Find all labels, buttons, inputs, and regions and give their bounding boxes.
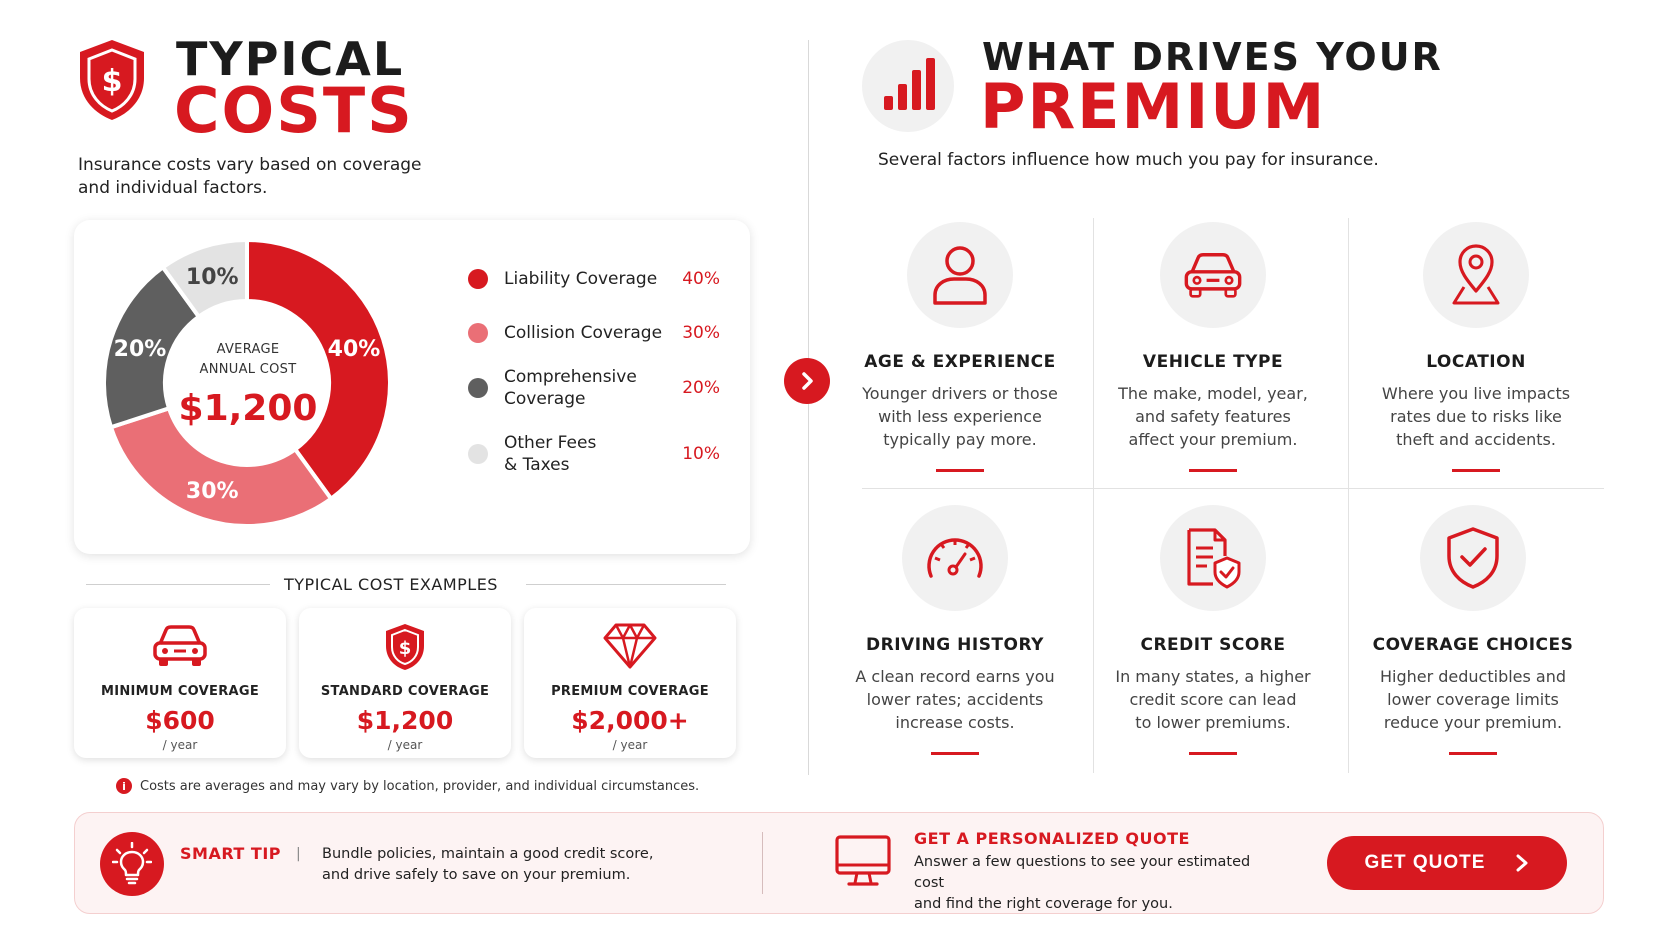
slice-percent-label: 10% — [185, 265, 239, 291]
get-quote-label: GET QUOTE — [1364, 852, 1486, 873]
slice-percent-label: 40% — [327, 337, 381, 363]
quote-text-line: Answer a few questions to see your estimated cost — [914, 854, 1251, 891]
section-divider — [808, 40, 809, 775]
factor-desc: to lower premiums. — [1135, 713, 1291, 732]
banner-divider — [762, 832, 763, 894]
premium-title: PREMIUM — [980, 70, 1327, 143]
legend-label: Collision Coverage — [504, 323, 663, 343]
factor-location — [1348, 222, 1604, 472]
legend-swatch — [468, 323, 488, 343]
factor-desc: Where you live impacts — [1381, 384, 1571, 403]
factor-desc: lower rates; accidents — [866, 690, 1044, 709]
shield-check-icon — [1445, 526, 1501, 590]
examples-title: TYPICAL COST EXAMPLES — [284, 575, 498, 594]
svg-text:$: $ — [101, 64, 123, 99]
car-icon — [1181, 249, 1245, 301]
factor-vehicle-type — [1085, 222, 1341, 472]
car-icon — [150, 622, 210, 670]
example-name: MINIMUM COVERAGE — [100, 684, 260, 699]
example-name: PREMIUM COVERAGE — [551, 684, 709, 699]
accent-bar — [1449, 752, 1497, 755]
legend-item — [468, 432, 720, 476]
factor-desc: typically pay more. — [883, 430, 1037, 449]
grid-divider — [862, 488, 1604, 489]
slice-percent-label: 20% — [113, 337, 167, 363]
premium-intro: Several factors influence how much you pay for insurance. — [878, 150, 1379, 170]
tip-text-line: Bundle policies, maintain a good credit score, — [322, 846, 654, 862]
speedometer-icon — [923, 532, 987, 584]
example-unit: / year — [387, 738, 423, 752]
factor-title: VEHICLE TYPE — [1142, 352, 1284, 372]
accent-bar — [1452, 469, 1500, 472]
legend-label: Other Fees — [504, 433, 597, 453]
shield-dollar-icon — [383, 622, 427, 672]
example-unit: / year — [612, 738, 648, 752]
tip-text-line: and drive safely to save on your premium. — [322, 867, 631, 883]
legend-swatch — [468, 378, 488, 398]
document-shield-icon — [1183, 526, 1243, 590]
legend-value: 10% — [682, 444, 720, 464]
donut-center — [163, 340, 333, 429]
tip-separator: | — [296, 846, 301, 862]
legend-item — [468, 268, 720, 290]
example-card-minimum — [74, 608, 286, 758]
legend-value: 40% — [682, 269, 720, 289]
legend-label: Comprehensive — [504, 367, 637, 387]
monitor-icon — [834, 834, 892, 890]
factor-title: LOCATION — [1426, 352, 1526, 372]
quote-title: GET A PERSONALIZED QUOTE — [914, 829, 1190, 848]
factor-desc: increase costs. — [895, 713, 1015, 732]
legend-label: Liability Coverage — [504, 269, 658, 289]
factor-desc: rates due to risks like — [1390, 407, 1562, 426]
quote-text — [914, 852, 1274, 915]
factor-desc: Higher deductibles and — [1379, 667, 1567, 686]
donut-center-label: AVERAGE ANNUAL COST — [199, 342, 297, 377]
factor-coverage-choices — [1345, 505, 1601, 755]
quote-text-line: and find the right coverage for you. — [914, 896, 1173, 912]
legend-item — [468, 366, 720, 410]
lightbulb-icon — [100, 832, 164, 896]
legend-label-line2: Coverage — [504, 389, 586, 409]
factor-desc: Younger drivers or those — [862, 384, 1058, 403]
factor-desc: and safety features — [1135, 407, 1291, 426]
donut-center-value: $1,200 — [178, 388, 318, 429]
legend-swatch — [468, 444, 488, 464]
factor-title: AGE & EXPERIENCE — [864, 352, 1056, 372]
tip-label: SMART TIP — [180, 844, 282, 863]
factor-desc: theft and accidents. — [1396, 430, 1556, 449]
example-price: $1,200 — [356, 706, 454, 735]
example-price: $2,000+ — [571, 706, 689, 735]
info-icon: i — [116, 778, 132, 794]
factor-credit-score — [1085, 505, 1341, 755]
factor-desc: lower coverage limits — [1387, 690, 1559, 709]
legend-swatch — [468, 269, 488, 289]
bar-chart-icon — [862, 40, 954, 132]
legend-label-line2: & Taxes — [504, 455, 570, 475]
factor-age-experience — [832, 222, 1088, 472]
page-title: COSTS — [174, 74, 414, 147]
factor-desc: A clean record earns you — [855, 667, 1055, 686]
factor-desc: The make, model, year, — [1118, 384, 1308, 403]
get-quote-button[interactable] — [1327, 836, 1567, 890]
example-card-premium — [524, 608, 736, 758]
diamond-icon — [602, 622, 658, 670]
accent-bar — [1189, 752, 1237, 755]
factor-desc: In many states, a higher — [1115, 667, 1311, 686]
tip-text — [322, 844, 662, 886]
legend-value: 20% — [682, 378, 720, 398]
accent-bar — [936, 469, 984, 472]
example-card-standard — [299, 608, 511, 758]
disclaimer-text: Costs are averages and may vary by location, provider, and individual circumstances. — [140, 778, 700, 794]
factor-desc: reduce your premium. — [1383, 713, 1563, 732]
factor-title: CREDIT SCORE — [1140, 635, 1286, 655]
accent-bar — [1189, 469, 1237, 472]
person-icon — [930, 243, 990, 307]
factor-desc: affect your premium. — [1128, 430, 1298, 449]
next-button[interactable] — [784, 358, 830, 404]
example-unit: / year — [162, 738, 198, 752]
donut-legend — [468, 268, 720, 476]
premium-title-top: WHAT DRIVES YOUR — [982, 35, 1443, 79]
factor-title: COVERAGE CHOICES — [1372, 635, 1574, 655]
example-name: STANDARD COVERAGE — [320, 684, 490, 699]
factor-desc: credit score can lead — [1129, 690, 1297, 709]
divider-line — [86, 584, 270, 585]
legend-item — [468, 322, 720, 344]
shield-dollar-icon — [76, 38, 148, 122]
costs-intro: Insurance costs vary based on coverage and individual factors. — [78, 155, 422, 198]
factor-driving-history — [827, 505, 1083, 755]
slice-percent-label: 30% — [185, 478, 239, 504]
page-title-top: TYPICAL — [176, 32, 405, 86]
divider-line — [526, 584, 726, 585]
location-pin-icon — [1448, 243, 1504, 307]
svg-text:$: $ — [398, 638, 412, 659]
chevron-right-icon — [1515, 854, 1529, 872]
legend-value: 30% — [682, 323, 720, 343]
chevron-right-icon — [797, 371, 817, 391]
factor-desc: with less experience — [878, 407, 1042, 426]
accent-bar — [931, 752, 979, 755]
example-price: $600 — [145, 706, 215, 735]
factor-title: DRIVING HISTORY — [866, 635, 1044, 655]
disclaimer — [116, 778, 699, 794]
